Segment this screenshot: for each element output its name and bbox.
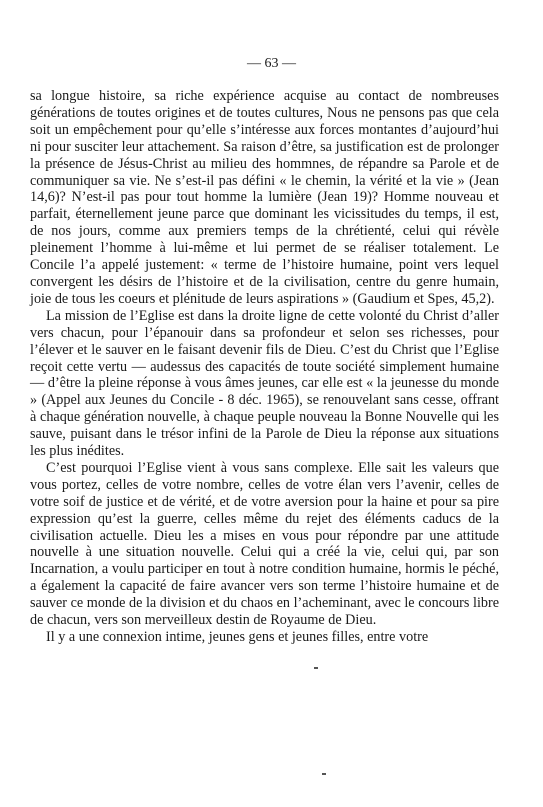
ink-speck — [322, 773, 326, 775]
ink-speck — [314, 667, 318, 669]
paragraph-2: La mission de l’Eglise est dans la droite ligne de cette volonté du Christ d’aller vers chacun, pour l’épanouir dans sa profondeur et selon ses richesses, pour l’élever et le sauver en le faisant devenir fils de Dieu. C’est du Christ que l’Eglise reçoit cette vertu — audessus des capacités de toute société simplement humaine — d’être la pleine réponse à vous âmes jeunes, car elle est « la jeunesse du monde » (Appel aux Jeunes du Concile - 8 déc. 1965), se renouvelant sans cesse, offrant à chaque génération nouvelle, à chaque peuple nouveau la Bonne Nouvelle qui les sauve, puisant dans le trésor infini de la Parole de Dieu la réponse aux situations les plus inédites. — [30, 307, 499, 460]
body-text — [30, 88, 499, 646]
paragraph-4: Il y a une connexion intime, jeunes gens et jeunes filles, entre votre — [46, 629, 429, 645]
paragraph-1: sa longue histoire, sa riche expérience acquise au contact de nombreuses générations de toutes origines et de toutes cultures, Nous ne pensons pas que cela soit un empêchement pour qu’elle s’intéresse aux forces montantes d’aujourd’hui ni pour susciter leur attachement. Sa raison d’être, sa justification est de prolonger la présence de Jésus-Christ au milieu des hommnes, de répandre sa Parole et de communiquer sa vie. Ne s’est-il pas défini « le chemin, la vérité et la vie » (Jean 14,6)? N’est-il pas pour tout homme la lumière (Jean 19)? Homme nouveau et parfait, éternellement jeune parce que dominant les vicissitudes du temps, il est, de nos jours, comme aux premiers temps de la chrétienté, celui qui révèle pleinement l’homme à lui-même et lui permet de se réaliser totalement. Le Concile l’a appelé justement: « terme de l’histoire humaine, point vers lequel convergent les désirs de l’histoire et de la civilisation, centre du genre humain, joie de tous les coeurs et plénitude de leurs aspirations » (Gaudium et Spes, 45,2). — [30, 88, 499, 307]
page-number: — 63 — — [247, 56, 296, 71]
paragraph-3: C’est pourquoi l’Eglise vient à vous sans complexe. Elle sait les valeurs que vous portez, celles de votre nombre, celles de votre élan vers l’avenir, celles de votre soif de justice et de vérité, et de votre aversion pour la haine et pour sa pire expression qu’est la guerre, celles même du rejet des éléments caducs de la civilisation actuelle. Dieu les a mises en vous pour répondre par une attitude nouvelle à une situation nouvelle. Celui qui a créé la vie, celui qui, par son Incarnation, a voulu participer en tout à notre condition humaine, hormis le péché, a également la capacité de faire avancer vers son terme l’histoire humaine et de sauver ce monde de la division et du chaos en l’acheminant, avec le concours libre de chacun, vers son merveilleux destin de Royaume de Dieu. — [30, 459, 499, 629]
